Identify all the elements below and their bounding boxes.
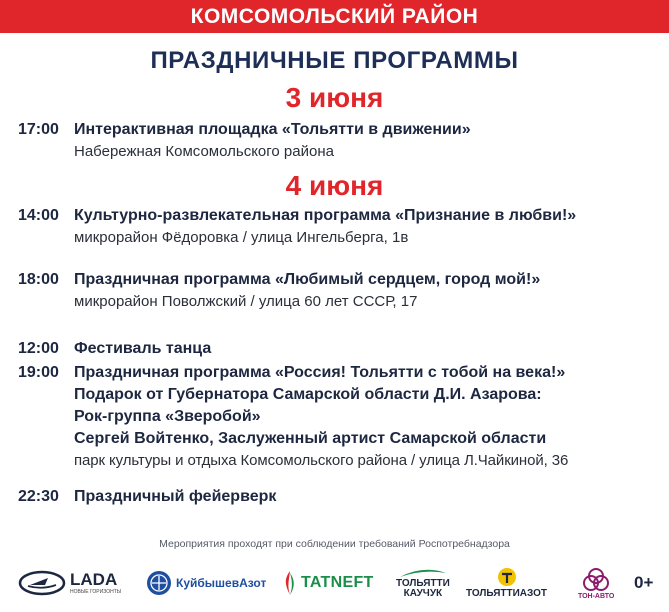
- tolyattiazot-wordmark: ТОЛЬЯТТИАЗОТ: [466, 588, 548, 599]
- event-time: 19:00: [18, 364, 59, 381]
- event-time: 17:00: [18, 121, 59, 138]
- page-title: ПРАЗДНИЧНЫЕ ПРОГРАММЫ: [150, 47, 519, 74]
- date-heading-june-4: 4 июня: [285, 170, 384, 201]
- tatneft-logo: [281, 560, 374, 606]
- lada-wordmark: LADA: [70, 570, 118, 589]
- event-detail: Подарок от Губернатора Самарской области Д.И. Азарова:: [74, 386, 542, 403]
- kuibyshevazot-emblem-icon: [146, 570, 172, 596]
- lada-boat-logo-icon: [18, 570, 66, 596]
- event-item: [18, 488, 658, 510]
- event-item: [18, 207, 658, 250]
- event-item: [18, 121, 658, 164]
- tolyattiazot-emblem-icon: [497, 567, 517, 587]
- event-item: [18, 271, 658, 314]
- district-banner: [0, 0, 669, 33]
- event-item: [18, 364, 658, 473]
- event-title: Праздничная программа «Любимый сердцем, город мой!»: [74, 271, 541, 288]
- tatneft-flame-logo-icon: [281, 569, 299, 597]
- ton-avto-logo: [578, 560, 614, 606]
- event-detail: Рок-группа «Зверобой»: [74, 408, 261, 425]
- age-rating-badge: [634, 560, 653, 606]
- health-notice: Мероприятия проходят при соблюдении требований Роспотребнадзора: [159, 538, 510, 550]
- kuibyshevazot-wordmark: КуйбышевАзот: [176, 576, 267, 590]
- tatneft-wordmark: TATNEFT: [301, 574, 374, 591]
- event-detail: Сергей Войтенко, Заслуженный артист Самарской области: [74, 430, 547, 447]
- event-title: Праздничный фейерверк: [74, 488, 277, 505]
- lada-tagline: НОВЫЕ ГОРИЗОНТЫ: [70, 589, 122, 595]
- event-time: 18:00: [18, 271, 59, 288]
- district-title: КОМСОМОЛЬСКИЙ РАЙОН: [190, 4, 479, 28]
- event-location: парк культуры и отдыха Комсомольского района / улица Л.Чайкиной, 36: [74, 452, 569, 469]
- age-rating: 0+: [634, 573, 654, 592]
- event-item: [18, 340, 658, 362]
- event-time: 12:00: [18, 340, 59, 357]
- date-heading-june-3: 3 июня: [285, 82, 384, 113]
- tolyattiazot-logo: [466, 560, 547, 606]
- tolyatti-kauchuk-wordmark-line2: КАУЧУК: [403, 588, 443, 599]
- ton-avto-knot-icon: [582, 567, 610, 593]
- tolyatti-kauchuk-logo: [396, 560, 450, 606]
- sponsor-logos: [0, 560, 669, 606]
- event-title: Интерактивная площадка «Тольятти в движении»: [74, 121, 471, 138]
- event-title: Культурно-развлекательная программа «Признание в любви!»: [74, 207, 577, 224]
- event-location: Набережная Комсомольского района: [74, 143, 334, 160]
- tolyatti-kauchuk-wordmark-line1: ТОЛЬЯТТИ: [396, 578, 450, 589]
- event-time: 14:00: [18, 207, 59, 224]
- event-time: 22:30: [18, 488, 59, 505]
- event-location: микрорайон Поволжский / улица 60 лет СССР, 17: [74, 293, 418, 310]
- ton-avto-wordmark: ТОН-АВТО: [578, 592, 615, 600]
- event-location: микрорайон Фёдоровка / улица Ингельберга, 1в: [74, 229, 409, 246]
- event-title: Фестиваль танца: [74, 340, 212, 357]
- lada-logo: [18, 560, 121, 606]
- event-title: Праздничная программа «Россия! Тольятти с тобой на века!»: [74, 364, 566, 381]
- kuibyshevazot-logo: [146, 560, 266, 606]
